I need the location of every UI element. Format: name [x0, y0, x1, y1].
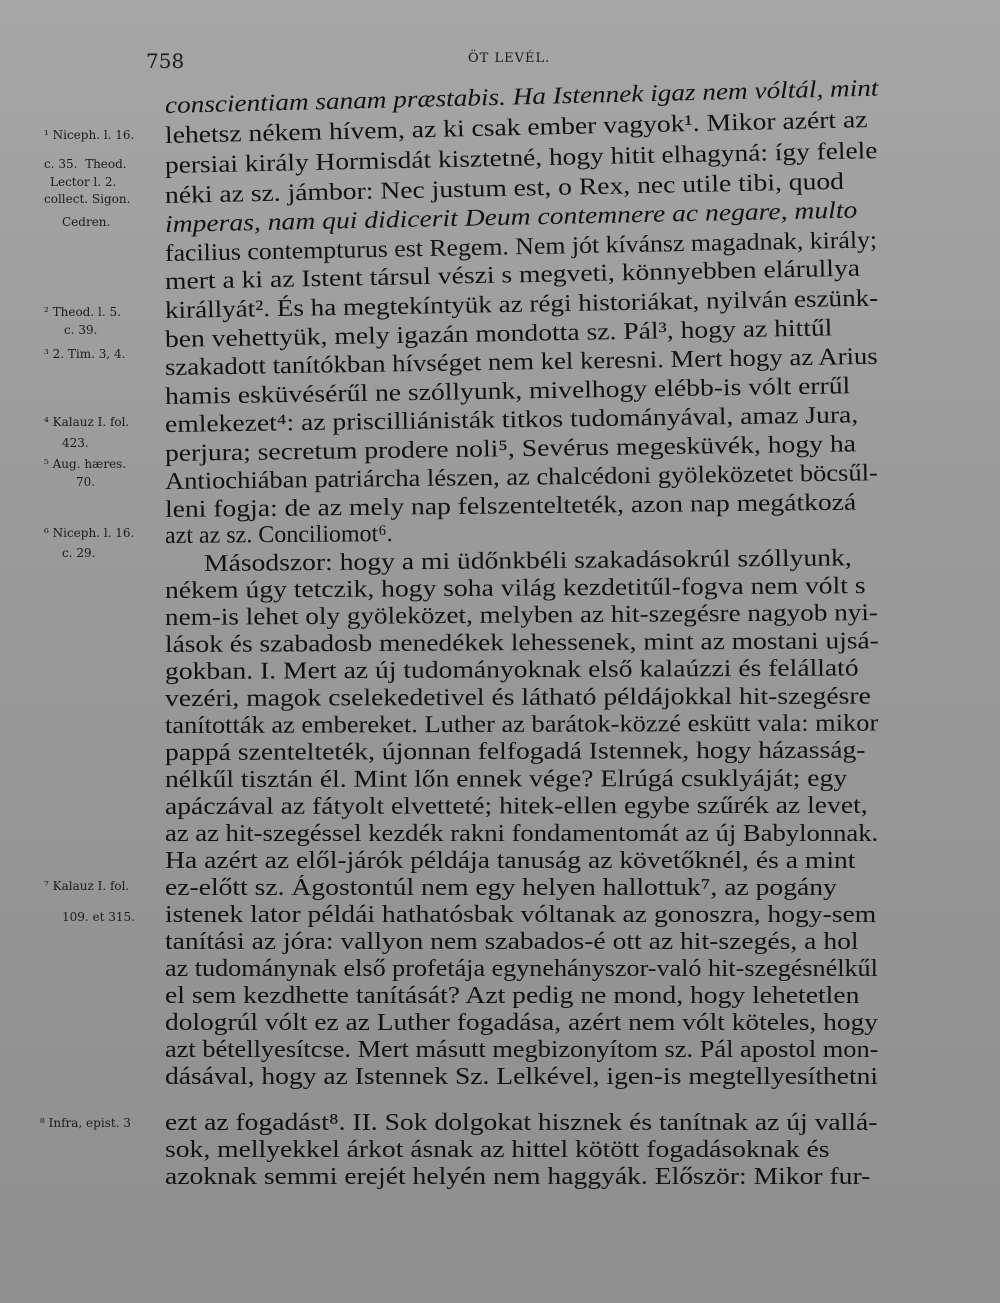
- margin-note: c. 35. Theod.: [44, 157, 127, 171]
- running-title: ÖT LEVÉL.: [468, 51, 551, 66]
- margin-note: ⁶ Niceph. l. 16.: [44, 526, 135, 540]
- text-line: néki az sz. jámbor: Nec justum est, o Rex, nec utile tibi, quod: [164, 168, 845, 209]
- text-line: hamis esküvésérűl ne szóllyunk, mivelhogy elébb-is vólt errűl: [164, 373, 851, 410]
- margin-note: 70.: [76, 475, 96, 489]
- text-line: nem-is lehet oly gyöleközet, melyben az hit-szegésre nagyob nyi-: [164, 600, 879, 631]
- text-line: Antiochiában patriárcha lészen, az chalcédoni gyöleközetet böcsűl-: [164, 460, 878, 495]
- text-line: mert a ki az Istent társul vészi s megveti, könnyebben elárullya: [164, 255, 861, 295]
- text-line: azt bétellyesítcse. Mert másutt megbizonyítom sz. Pál apostol mon-: [165, 1037, 879, 1063]
- text-line: apáczával az fátyolt elvetteté; hitek-ellen egybe szűrék az levet,: [164, 792, 868, 820]
- text-line: conscientiam sanam præstabis. Ha Istennek igaz nem vóltál, mint: [164, 75, 879, 119]
- text-line: lehetsz nékem hívem, az ki csak ember vagyok¹. Mikor azért az: [164, 107, 868, 149]
- margin-note: ⁷ Kalauz I. fol.: [44, 879, 130, 893]
- text-line: szakadott tanítókban hívséget nem kel keresni. Mert hogy az Arius: [164, 343, 878, 381]
- text-line: azoknak semmi erejét helyén nem haggyák. Először: Mikor fur-: [165, 1164, 871, 1190]
- margin-note: ² Theod. l. 5.: [44, 305, 121, 319]
- text-line: nélkűl tisztán él. Mint lőn ennek vége? Elrúgá csuklyáját; egy: [164, 765, 848, 793]
- text-line: vezéri, magok cselekedetivel és látható példájokkal hit-szegésre: [164, 683, 871, 712]
- margin-note: ¹ Niceph. l. 16.: [44, 128, 135, 142]
- margin-note: Cedren.: [62, 215, 111, 229]
- margin-note: ⁸ Infra, epist. 3: [40, 1116, 131, 1130]
- margin-note: collect. Sigon.: [44, 192, 131, 206]
- text-line: királlyát². És ha megtekíntyük az régi historiákat, nyilván eszünk-: [164, 285, 879, 324]
- text-line: azt az sz. Conciliomot⁶.: [164, 521, 393, 549]
- margin-note: 109. et 315.: [62, 910, 135, 924]
- margin-note: ³ 2. Tim. 3, 4.: [44, 347, 126, 361]
- text-line: leni fogja: de az mely nap felszentelteték, azon nap megátkozá: [164, 489, 857, 523]
- text-line: ben vehettyük, mely igazán mondotta sz. Pál³, hogy az hittűl: [164, 315, 833, 353]
- text-line: lások és szabadosb menedékek lehessenek, mint az mostani ujsá-: [164, 628, 879, 658]
- text-line: imperas, nam qui didicerit Deum contemnere ac negare, multo: [164, 197, 858, 238]
- text-line: perjura; secretum prodere noli⁵, Sevérus megesküvék, hogy ha: [164, 431, 857, 467]
- text-line: tanítási az jóra: vallyon nem szabados-é ott az hit-szegés, a hol: [165, 929, 859, 955]
- text-line: facilius contempturus est Regem. Nem jót kívánsz magadnak, király;: [164, 227, 878, 267]
- text-line: Másodszor: hogy a mi üdőnkbéli szakadásokrúl szóllyunk,: [203, 545, 852, 577]
- text-line: sok, mellyekkel árkot ásnak az hittel kötött fogadásoknak és: [165, 1137, 830, 1163]
- margin-note: c. 39.: [64, 323, 98, 337]
- text-line: ez-előtt sz. Ágostontúl nem egy helyen hallottuk⁷, az pogány: [165, 875, 837, 901]
- margin-note: 423.: [62, 436, 89, 450]
- text-line: Ha azért az elől-járók példája tanuság az követőknél, és a mint: [165, 848, 856, 874]
- text-line: istenek lator példái hathatósbak vóltanak az gonoszra, hogy-sem: [165, 902, 877, 928]
- text-line: pappá szentelteték, újonnan felfogadá Istennek, hogy házasság-: [164, 737, 866, 766]
- margin-note: Lector l. 2.: [50, 175, 117, 189]
- text-line: el sem kezdhette tanítását? Azt pedig ne mond, hogy lehetetlen: [165, 983, 860, 1009]
- text-line: dologrúl vólt ez az Luther fogadása, azért nem vólt köteles, hogy: [165, 1010, 878, 1036]
- margin-note: ⁵ Aug. hæres.: [44, 457, 127, 471]
- text-line: nékem úgy tetczik, hogy soha világ kezdetitűl-fogva nem vólt s: [164, 573, 866, 604]
- text-line: tanították az embereket. Luther az barátok-közzé eskütt vala: mikor: [164, 710, 879, 739]
- margin-note: ⁴ Kalauz I. fol.: [44, 415, 130, 429]
- text-line: gokban. I. Mert az új tudományoknak első kalaúzzi és felállató: [164, 655, 859, 685]
- page-number: 758: [146, 49, 185, 73]
- text-line: ezt az fogadást⁸. II. Sok dolgokat hisznek és tanítnak az új vallá-: [165, 1110, 878, 1136]
- text-line: emlekezet⁴: az priscilliánisták titkos tudományával, amaz Jura,: [164, 402, 859, 438]
- text-line: dásával, hogy az Istennek Sz. Lelkével, igen-is megtellyesíthetni: [165, 1064, 879, 1090]
- text-line: az tudománynak első profetája egynehányszor-való hit-szegésnélkűl: [165, 956, 878, 982]
- margin-note: c. 29.: [62, 546, 96, 560]
- text-line: az az hit-szegéssel kezdék rakni fondamentomát az új Babylonnak.: [165, 821, 879, 847]
- text-line: persiai király Hormisdát kisztetné, hogy hitit elhagyná: így felele: [164, 138, 878, 179]
